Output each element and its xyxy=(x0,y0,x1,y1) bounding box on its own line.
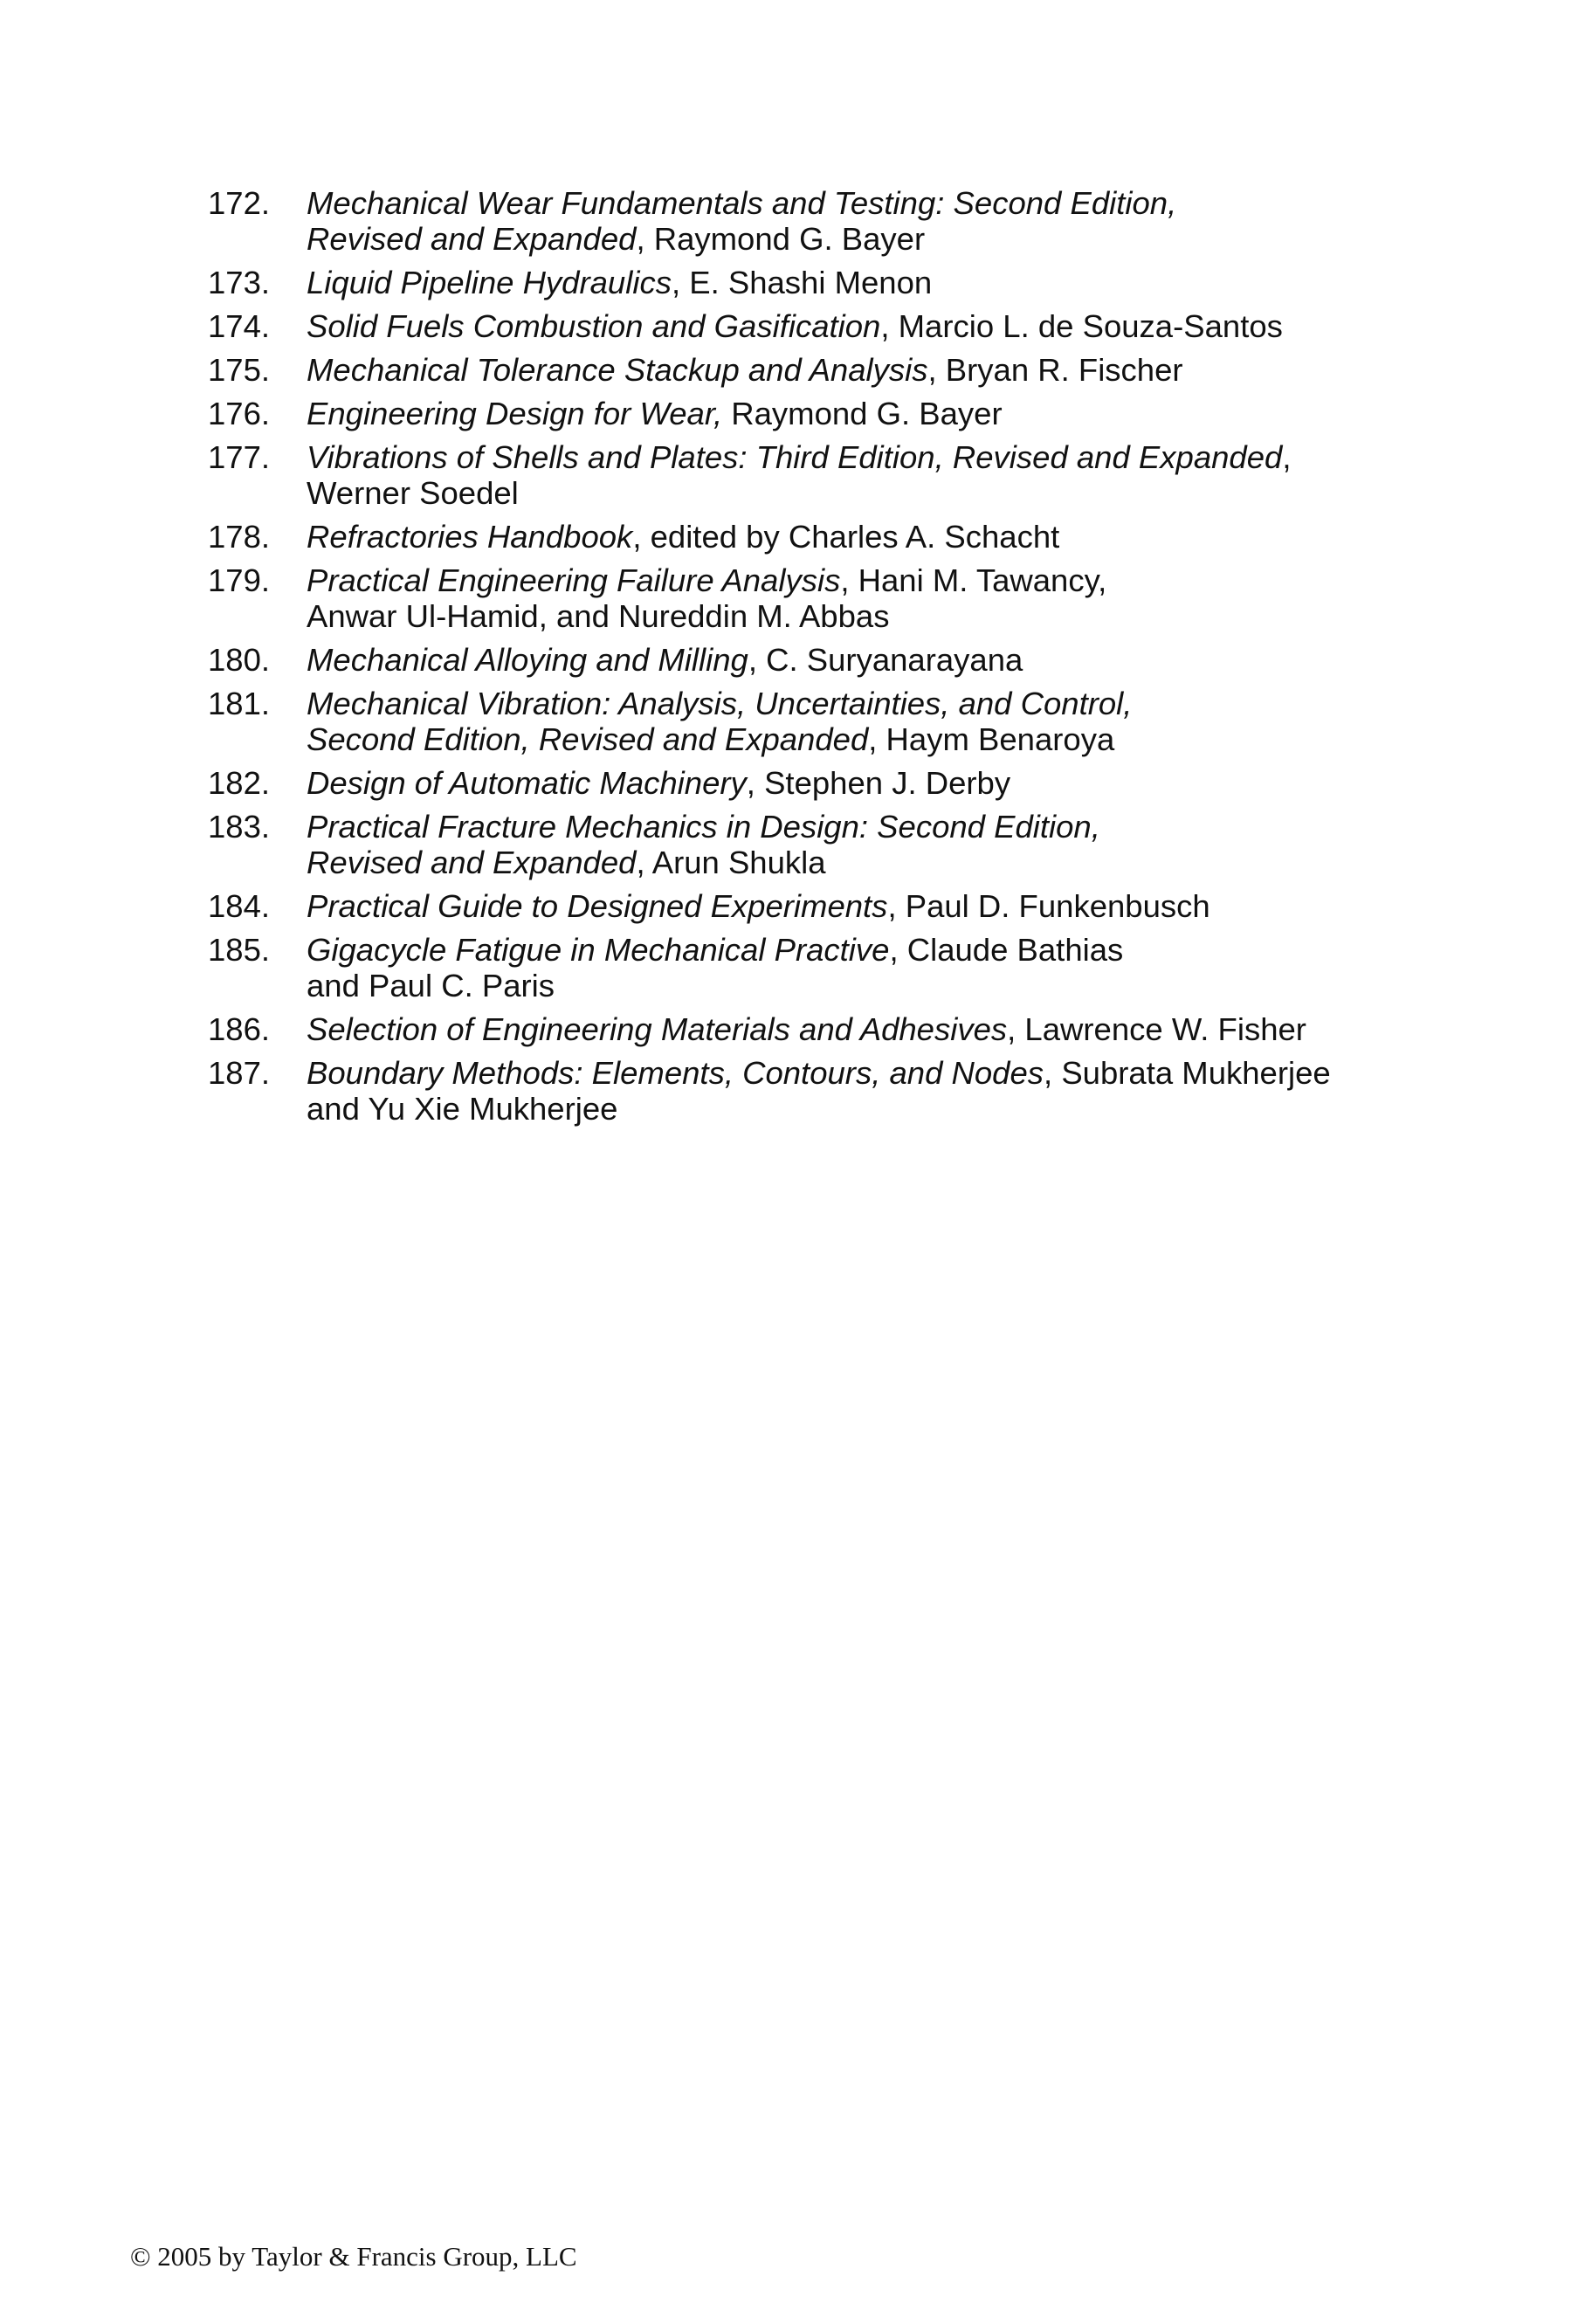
copyright-footer: © 2005 by Taylor & Francis Group, LLC xyxy=(130,2241,577,2272)
entry-text xyxy=(307,642,1413,678)
entry-line xyxy=(307,968,1413,1003)
entry-text xyxy=(307,185,1413,257)
entry-number: 178. xyxy=(208,519,271,555)
book-title: Design of Automatic Machinery xyxy=(307,765,747,801)
entry-text xyxy=(307,932,1413,1003)
book-authors: , Stephen J. Derby xyxy=(746,765,1011,801)
list-item xyxy=(208,1011,1413,1047)
list-item xyxy=(208,562,1413,634)
book-authors: Werner Soedel xyxy=(307,475,519,511)
entry-text xyxy=(307,562,1413,634)
list-item xyxy=(208,352,1413,388)
entry-line xyxy=(307,1011,1413,1047)
list-item xyxy=(208,308,1413,344)
entry-number: 186. xyxy=(208,1011,271,1047)
entry-line xyxy=(307,765,1413,801)
entry-line xyxy=(307,519,1413,555)
entry-line xyxy=(307,721,1413,757)
entry-text xyxy=(307,352,1413,388)
list-item xyxy=(208,809,1413,880)
list-item xyxy=(208,686,1413,757)
book-title: Solid Fuels Combustion and Gasification xyxy=(307,308,881,344)
entry-number: 175. xyxy=(208,352,271,388)
book-authors: , Arun Shukla xyxy=(636,845,826,880)
entry-text xyxy=(307,439,1413,511)
book-authors: Raymond G. Bayer xyxy=(722,396,1003,431)
book-authors: and Yu Xie Mukherjee xyxy=(307,1091,618,1127)
entry-number: 187. xyxy=(208,1055,271,1091)
entry-line xyxy=(307,352,1413,388)
list-item xyxy=(208,888,1413,924)
book-authors: , Marcio L. de Souza-Santos xyxy=(880,308,1283,344)
book-authors: , Paul D. Funkenbusch xyxy=(887,888,1210,924)
entry-text xyxy=(307,765,1413,801)
list-item xyxy=(208,439,1413,511)
entry-line xyxy=(307,308,1413,344)
book-authors: , C. Suryanarayana xyxy=(748,642,1023,678)
book-authors: , Haym Benaroya xyxy=(868,721,1115,757)
book-title: Practical Fracture Mechanics in Design: Second Edition, xyxy=(307,809,1100,845)
book-title: Mechanical Vibration: Analysis, Uncertainties, and Control, xyxy=(307,686,1133,721)
entry-number: 176. xyxy=(208,396,271,431)
book-authors: , Hani M. Tawancy, xyxy=(840,562,1107,598)
book-authors: , E. Shashi Menon xyxy=(671,265,933,300)
book-authors: , Bryan R. Fischer xyxy=(927,352,1183,388)
entry-text xyxy=(307,308,1413,344)
book-title: Liquid Pipeline Hydraulics xyxy=(307,265,672,300)
book-title: Mechanical Alloying and Milling xyxy=(307,642,748,678)
entry-number: 179. xyxy=(208,562,271,598)
book-title: Mechanical Wear Fundamentals and Testing: Second Edition, xyxy=(307,185,1177,221)
list-item xyxy=(208,265,1413,300)
list-item xyxy=(208,932,1413,1003)
book-title: Revised and Expanded xyxy=(307,845,637,880)
entry-line xyxy=(307,265,1413,300)
entry-line xyxy=(307,562,1413,598)
book-authors: and Paul C. Paris xyxy=(307,968,555,1003)
entry-line xyxy=(307,1091,1413,1127)
list-item xyxy=(208,1055,1413,1127)
entry-number: 185. xyxy=(208,932,271,968)
entry-line xyxy=(307,396,1413,431)
book-title: Second Edition, Revised and Expanded xyxy=(307,721,869,757)
entry-line xyxy=(307,221,1413,257)
entry-number: 184. xyxy=(208,888,271,924)
entry-number: 183. xyxy=(208,809,271,845)
book-title: Mechanical Tolerance Stackup and Analysis xyxy=(307,352,928,388)
entry-line xyxy=(307,642,1413,678)
list-item xyxy=(208,185,1413,257)
book-title: Boundary Methods: Elements, Contours, and Nodes xyxy=(307,1055,1044,1091)
entry-text xyxy=(307,1011,1413,1047)
entry-number: 172. xyxy=(208,185,271,221)
book-title: Refractories Handbook xyxy=(307,519,633,555)
entry-line xyxy=(307,439,1413,475)
entry-text xyxy=(307,265,1413,300)
book-authors: , Raymond G. Bayer xyxy=(636,221,926,257)
entry-line xyxy=(307,185,1413,221)
book-title: Engineering Design for Wear, xyxy=(307,396,723,431)
book-title: Practical Engineering Failure Analysis xyxy=(307,562,841,598)
entry-line xyxy=(307,809,1413,845)
entry-line xyxy=(307,598,1413,634)
entry-text xyxy=(307,686,1413,757)
entry-line xyxy=(307,888,1413,924)
series-list xyxy=(208,185,1413,1134)
entry-text xyxy=(307,519,1413,555)
list-item xyxy=(208,642,1413,678)
entry-text xyxy=(307,809,1413,880)
book-authors: , xyxy=(1282,439,1292,475)
entry-text xyxy=(307,1055,1413,1127)
entry-line xyxy=(307,1055,1413,1091)
book-title: Vibrations of Shells and Plates: Third Edition, Revised and Expanded xyxy=(307,439,1283,475)
book-authors: , Subrata Mukherjee xyxy=(1044,1055,1331,1091)
entry-text xyxy=(307,888,1413,924)
entry-number: 173. xyxy=(208,265,271,300)
entry-number: 174. xyxy=(208,308,271,344)
book-title: Revised and Expanded xyxy=(307,221,637,257)
entry-number: 180. xyxy=(208,642,271,678)
entry-number: 181. xyxy=(208,686,271,721)
book-title: Practical Guide to Designed Experiments xyxy=(307,888,888,924)
book-authors: , Claude Bathias xyxy=(889,932,1124,968)
list-item xyxy=(208,765,1413,801)
entry-line xyxy=(307,475,1413,511)
book-title: Selection of Engineering Materials and Adhesives xyxy=(307,1011,1008,1047)
entry-line xyxy=(307,932,1413,968)
list-item xyxy=(208,519,1413,555)
book-title: Gigacycle Fatigue in Mechanical Practive xyxy=(307,932,890,968)
entry-text xyxy=(307,396,1413,431)
book-authors: , edited by Charles A. Schacht xyxy=(632,519,1060,555)
list-item xyxy=(208,396,1413,431)
entry-line xyxy=(307,845,1413,880)
entry-line xyxy=(307,686,1413,721)
entry-number: 182. xyxy=(208,765,271,801)
book-authors: , Lawrence W. Fisher xyxy=(1007,1011,1306,1047)
entry-number: 177. xyxy=(208,439,271,475)
book-authors: Anwar Ul-Hamid, and Nureddin M. Abbas xyxy=(307,598,890,634)
